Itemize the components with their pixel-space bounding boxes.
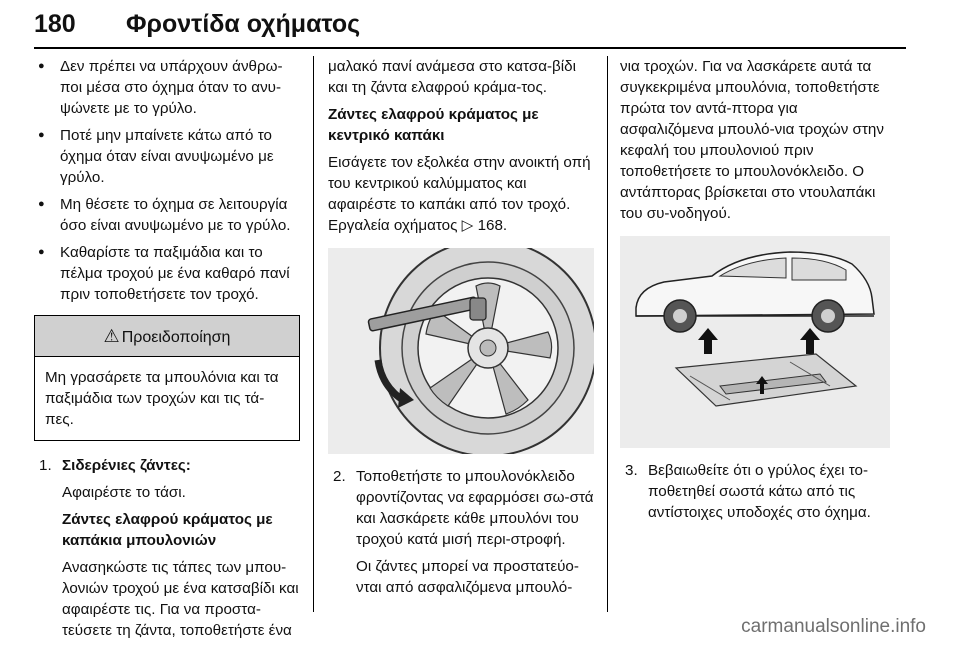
continued-text: νια τροχών. Για να λασκάρετε αυτά τα συγκεκριμένα μπουλόνια, τοποθετήστε πρώτα τον αντά‐πτορα για ασφαλιζόμενα μπουλό‐νια τροχών στην κεφαλή του μπουλονιού πριν τοποθετήσετε το μπουλονόκλειδο. Ο αντάπτορας βρίσκεται στο ντουλαπάκι του συ‐νοδηγού. [620,58,884,222]
bullet-item: ● Δεν πρέπει να υπάρχουν άνθρω‐ποι μέσα στο όχημα όταν το ανυ‐ψώνετε με το γρύλο. [34,56,300,119]
warning-text: Μη γρασάρετε τα μπουλόνια και τα παξιμάδια των τροχών και τις τά‐πες. [45,369,279,428]
column-2 [328,56,594,604]
step-text: Ανασηκώστε τις τάπες των μπου‐λονιών τροχού με ένα κατσαβίδι και αφαιρέστε τις. Για να προστα‐τεύσετε τη ζάντα, τοποθετήστε ένα [62,559,299,639]
step-number: 3. [625,462,638,479]
jack-position-illustration [620,236,890,448]
warning-header [35,316,299,357]
column-divider [313,56,314,612]
column-divider [607,56,608,612]
wheel-wrench-illustration [328,248,594,454]
step-3 [620,460,890,523]
warning-box [34,315,300,441]
column-1 [34,56,300,647]
subheading: Ζάντες ελαφρού κράματος με κεντρικό καπάκι [328,106,539,144]
wheel-wrench-figure [328,248,594,454]
page-ref-arrow-icon: ▷ [461,217,474,234]
continued-text: μαλακό πανί ανάμεσα στο κατσα‐βίδι και τη ζάντα ελαφρού κράμα‐τος. [328,58,576,96]
bullet-item: ● Ποτέ μην μπαίνετε κάτω από το όχημα όταν είναι ανυψωμένο με γρύλο. [34,125,300,188]
bullet-item: ● Καθαρίστε τα παξιμάδια και το πέλμα τροχού με ένα καθαρό πανί πριν τοποθετήσετε τον τροχό. [34,242,300,305]
step-text: Αφαιρέστε το τάσι. [62,484,186,501]
body-text-content: Εισάγετε τον εξολκέα στην ανοικτή οπή του κεντρικού καλύμματος και αφαιρέστε το καπάκι από τον τροχό. Εργαλεία οχήματος [328,154,591,234]
warning-title: Προειδοποίηση [121,329,231,346]
step-1 [34,455,300,641]
page-header [34,4,906,44]
bullet-item: ● Μη θέσετε το όχημα σε λειτουργία όσο είναι ανυψωμένο με το γρύλο. [34,194,300,236]
page-title: Φροντίδα οχήματος [126,10,361,38]
column-3 [620,56,890,529]
body-text [328,152,594,236]
step-text: Οι ζάντες μπορεί να προστατεύο‐νται από ασφαλιζόμενα μπουλό‐ [356,558,579,596]
step-number: 1. [39,457,52,474]
step-text: Βεβαιωθείτε ότι ο γρύλος έχει το‐ποθετηθεί σωστά κάτω από τις αντίστοιχες υποδοχές στο όχημα. [648,462,871,521]
step-title: Σιδερένιες ζάντες: [62,457,191,474]
header-rule [34,47,906,49]
step-2 [328,466,594,598]
page-reference-link[interactable]: 168. [477,217,508,234]
step-text: Τοποθετήστε το μπουλονόκλειδο φροντίζοντας να εφαρμόσει σω‐στά και λασκάρετε κάθε μπουλόνι του τροχού κατά μισή περι‐στροφή. [356,468,594,548]
page-number: 180 [34,10,76,38]
step-number: 2. [333,468,346,485]
watermark: carmanualsonline.info [741,616,926,637]
warning-triangle-icon: ⚠ [103,326,120,346]
subheading: Ζάντες ελαφρού κράματος με καπάκια μπουλονιών [62,511,273,549]
jack-position-figure [620,236,890,448]
